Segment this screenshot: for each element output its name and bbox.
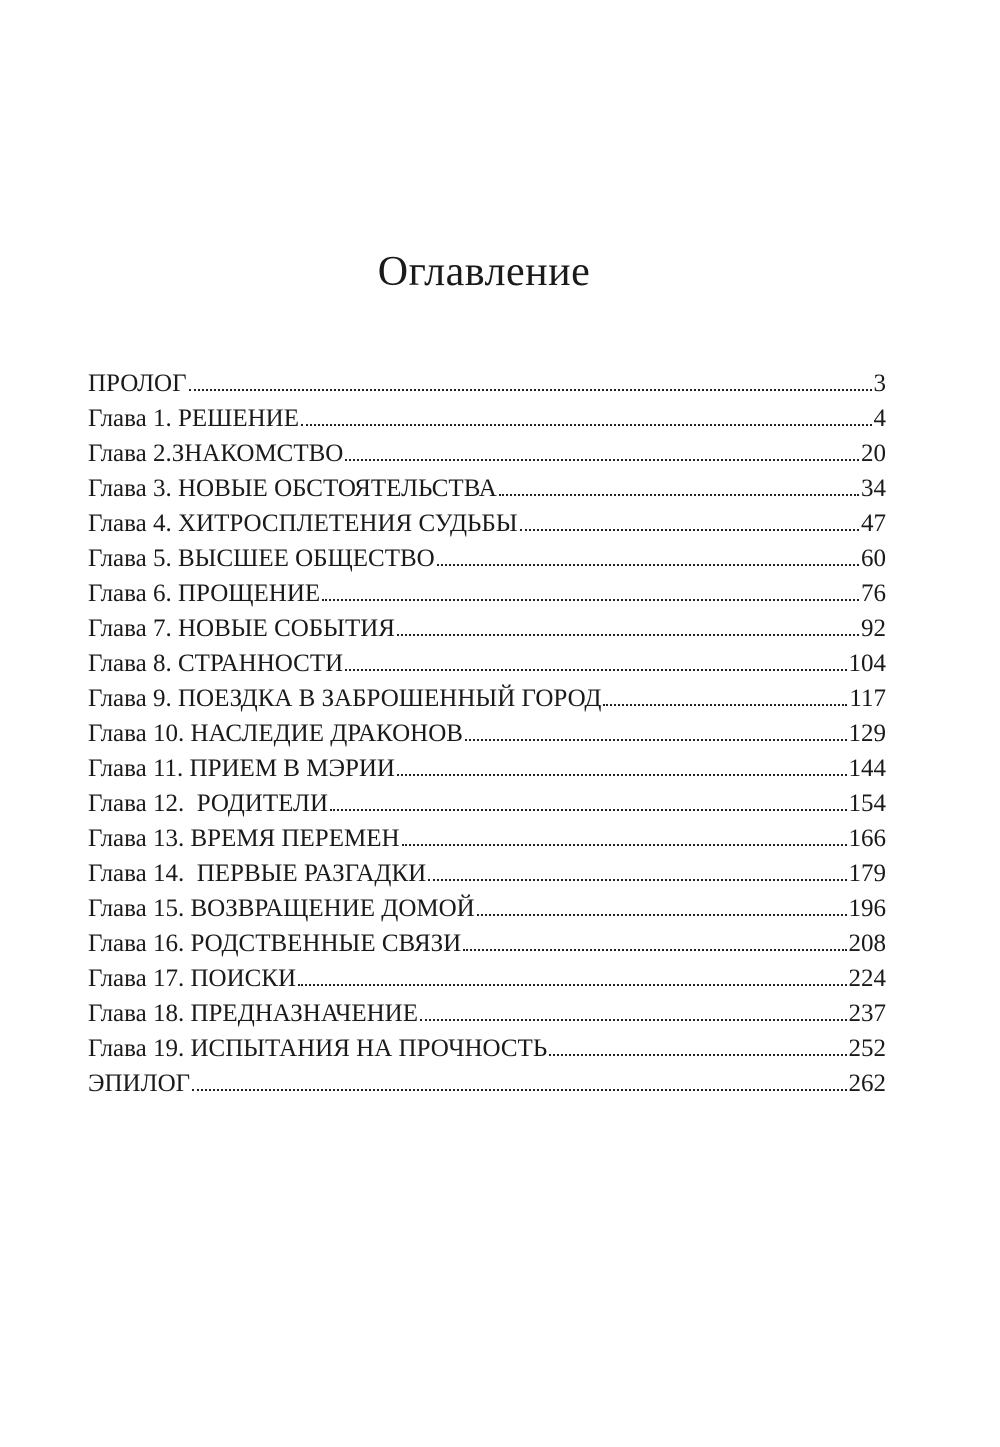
toc-entry-page-number: 20: [861, 440, 886, 467]
toc-entry-page-number: 47: [861, 510, 886, 537]
toc-entry-page-number: 4: [873, 405, 886, 432]
toc-entry-chapter-14: [88, 856, 886, 891]
toc-entry-page-number: 237: [848, 1000, 886, 1027]
toc-entry-page-number: 144: [848, 755, 886, 782]
toc-entry-label: Глава 2.ЗНАКОМСТВО: [88, 440, 344, 467]
toc-entry-label: Глава 5. ВЫСШЕЕ ОБЩЕСТВО: [88, 545, 435, 572]
toc-entry-chapter-5: [88, 541, 886, 576]
toc-entry-label: Глава 7. НОВЫЕ СОБЫТИЯ: [88, 615, 395, 642]
toc-entry-page-number: 262: [848, 1070, 886, 1097]
dot-leader: [477, 914, 847, 916]
toc-entry-label: Глава 4. ХИТРОСПЛЕТЕНИЯ СУДЬБЫ: [88, 510, 518, 537]
toc-entry-page-number: 104: [848, 650, 886, 677]
toc-entry-chapter-8: [88, 646, 886, 681]
toc-entry-chapter-16: [88, 926, 886, 961]
dot-leader: [298, 984, 846, 986]
toc-entry-label: Глава 19. ИСПЫТАНИЯ НА ПРОЧНОСТЬ: [88, 1035, 548, 1062]
toc-entry-page-number: 196: [848, 895, 886, 922]
toc-entry-chapter-2: [88, 436, 886, 471]
dot-leader: [301, 424, 871, 426]
toc-entry-page-number: 92: [861, 615, 886, 642]
dot-leader: [463, 949, 846, 951]
toc-entry-page-number: 208: [848, 930, 886, 957]
toc-entry-page-number: 76: [861, 580, 886, 607]
dot-leader: [345, 459, 859, 461]
dot-leader: [520, 529, 859, 531]
table-of-contents: [88, 366, 886, 1101]
toc-entry-label: Глава 10. НАСЛЕДИЕ ДРАКОНОВ: [88, 720, 463, 747]
dot-leader: [189, 389, 872, 391]
toc-entry-page-number: 179: [848, 860, 886, 887]
toc-entry-chapter-6: [88, 576, 886, 611]
page-title: Оглавление: [377, 249, 591, 295]
toc-entry-page-number: 3: [873, 370, 886, 397]
toc-entry-label: Глава 11. ПРИЕМ В МЭРИИ: [88, 755, 395, 782]
toc-entry-label: Глава 3. НОВЫЕ ОБСТОЯТЕЛЬСТВА: [88, 475, 497, 502]
toc-entry-label: Глава 12. РОДИТЕЛИ: [88, 790, 329, 817]
toc-entry-epilogue: [88, 1066, 886, 1101]
toc-entry-chapter-15: [88, 891, 886, 926]
dot-leader: [428, 879, 846, 881]
toc-entry-label: Глава 1. РЕШЕНИЕ: [88, 405, 300, 432]
toc-entry-label: Глава 14. ПЕРВЫЕ РАЗГАДКИ: [88, 860, 427, 887]
toc-entry-label: Глава 6. ПРОЩЕНИЕ: [88, 580, 321, 607]
toc-entry-page-number: 34: [861, 475, 886, 502]
toc-entry-label: Глава 9. ПОЕЗДКА В ЗАБРОШЕННЫЙ ГОРОД: [88, 685, 602, 712]
toc-entry-page-number: 252: [848, 1035, 886, 1062]
toc-entry-label: Глава 18. ПРЕДНАЗНАЧЕНИЕ: [88, 1000, 418, 1027]
dot-leader: [330, 809, 846, 811]
toc-entry-page-number: 117: [849, 685, 886, 712]
dot-leader: [603, 704, 847, 706]
toc-entry-chapter-9: [88, 681, 886, 716]
dot-leader: [420, 1019, 847, 1021]
toc-entry-chapter-17: [88, 961, 886, 996]
toc-entry-chapter-18: [88, 996, 886, 1031]
dot-leader: [397, 774, 847, 776]
dot-leader: [192, 1089, 846, 1091]
toc-entry-chapter-12: [88, 786, 886, 821]
dot-leader: [437, 564, 859, 566]
toc-entry-label: Глава 13. ВРЕМЯ ПЕРЕМЕН: [88, 825, 400, 852]
toc-entry-chapter-10: [88, 716, 886, 751]
toc-entry-label: Глава 16. РОДСТВЕННЫЕ СВЯЗИ: [88, 930, 462, 957]
toc-entry-chapter-7: [88, 611, 886, 646]
toc-entry-prologue: [88, 366, 886, 401]
dot-leader: [549, 1054, 846, 1056]
toc-entry-label: Глава 17. ПОИСКИ: [88, 965, 297, 992]
toc-entry-chapter-1: [88, 401, 886, 436]
dot-leader: [322, 599, 859, 601]
toc-entry-chapter-3: [88, 471, 886, 506]
dot-leader: [397, 634, 859, 636]
dot-leader: [345, 669, 846, 671]
toc-entry-label: Глава 8. СТРАННОСТИ: [88, 650, 344, 677]
toc-entry-page-number: 224: [848, 965, 886, 992]
toc-entry-page-number: 129: [848, 720, 886, 747]
dot-leader: [402, 844, 847, 846]
toc-entry-chapter-13: [88, 821, 886, 856]
toc-entry-chapter-19: [88, 1031, 886, 1066]
toc-entry-label: ЭПИЛОГ: [88, 1070, 191, 1097]
toc-entry-chapter-4: [88, 506, 886, 541]
toc-entry-label: ПРОЛОГ: [88, 370, 187, 397]
toc-entry-page-number: 166: [848, 825, 886, 852]
toc-entry-page-number: 154: [848, 790, 886, 817]
dot-leader: [499, 494, 859, 496]
toc-entry-chapter-11: [88, 751, 886, 786]
toc-entry-label: Глава 15. ВОЗВРАЩЕНИЕ ДОМОЙ: [88, 895, 475, 922]
toc-entry-page-number: 60: [861, 545, 886, 572]
dot-leader: [465, 739, 847, 741]
